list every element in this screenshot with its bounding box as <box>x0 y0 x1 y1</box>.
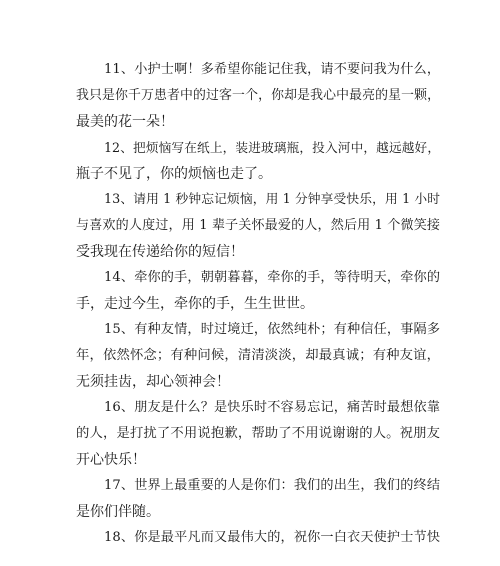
paragraph-line: 16、朋友是什么？是快乐时不容易忘记，痛苦时最想依靠 <box>104 400 440 415</box>
paragraph-line: 18、你是最平凡而又最伟大的，祝你一白衣天使护士节快 <box>104 530 440 545</box>
paragraph-line: 12、把烦恼写在纸上，装进玻璃瓶，投入河中，越远越好， <box>104 140 440 155</box>
paragraph-line: 开心快乐！ <box>76 452 146 468</box>
paragraph-line: 最美的花一朵！ <box>76 114 174 130</box>
paragraph-line: 14、牵你的手，朝朝暮暮，牵你的手，等待明天，牵你的 <box>104 270 440 285</box>
paragraph-18 <box>76 525 440 551</box>
paragraph-17 <box>76 473 440 525</box>
paragraph-line: 手，走过今生，牵你的手，生生世世。 <box>76 296 314 312</box>
paragraph-11 <box>76 57 440 135</box>
paragraph-16 <box>76 395 440 473</box>
document-body <box>76 57 440 551</box>
paragraph-line: 17、世界上最重要的人是你们：我们的出生，我们的终结 <box>104 478 440 493</box>
paragraph-line: 瓶子不见了，你的烦恼也走了。 <box>76 166 272 182</box>
paragraph-line: 的人，是打扰了不用说抱歉，帮助了不用说谢谢的人。祝朋友 <box>76 426 440 441</box>
paragraph-line: 受我现在传递给你的短信！ <box>76 244 244 260</box>
paragraph-line: 11、小护士啊！多希望你能记住我，请不要问我为什么， <box>104 62 440 77</box>
paragraph-14 <box>76 265 440 317</box>
paragraph-13 <box>76 187 440 265</box>
paragraph-12 <box>76 135 440 187</box>
paragraph-line: 我只是你千万患者中的过客一个，你却是我心中最亮的星一颗， <box>76 88 440 103</box>
paragraph-line: 15、有种友情，时过境迁，依然纯朴；有种信任，事隔多 <box>104 322 440 337</box>
paragraph-line: 年，依然怀念；有种问候，清清淡淡，却最真诚；有种友谊， <box>76 348 440 363</box>
paragraph-line: 是你们伴随。 <box>76 504 160 520</box>
paragraph-15 <box>76 317 440 395</box>
paragraph-line: 无须挂齿，却心领神会！ <box>76 374 230 390</box>
paragraph-line: 13、请用 1 秒钟忘记烦恼，用 1 分钟享受快乐，用 1 小时 <box>104 192 440 207</box>
paragraph-line: 与喜欢的人度过，用 1 辈子关怀最爱的人，然后用 1 个微笑接 <box>76 218 440 233</box>
